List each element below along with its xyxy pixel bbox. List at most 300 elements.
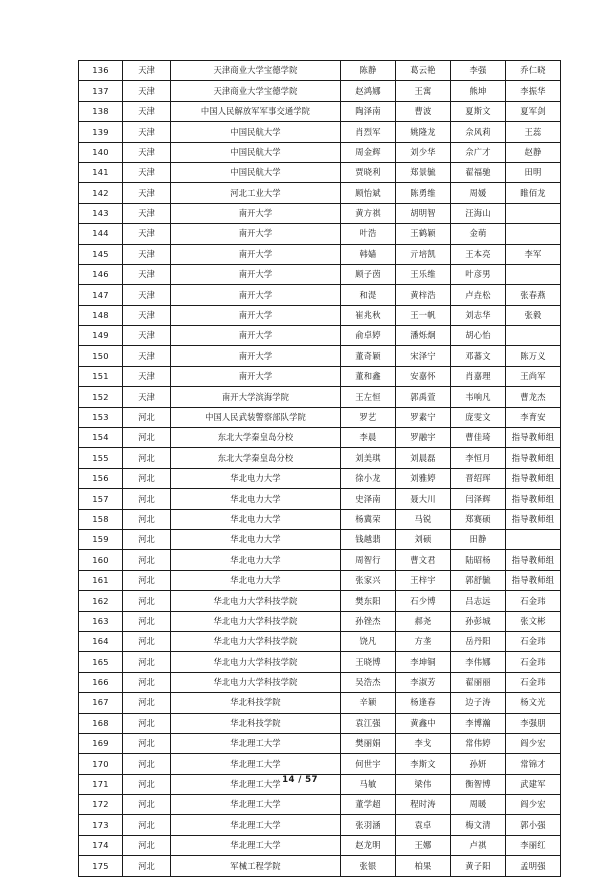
table-row	[79, 162, 561, 182]
cell-advisor: 指导教师组	[506, 428, 561, 448]
cell-member-2: 王乐维	[396, 264, 451, 284]
cell-school: 华北电力大学	[171, 509, 341, 529]
cell-advisor: 乔仁晓	[506, 61, 561, 81]
cell-index: 175	[79, 856, 123, 876]
table-row	[79, 224, 561, 244]
cell-member-1: 顾怡斌	[341, 183, 396, 203]
cell-province: 河北	[123, 468, 171, 488]
cell-school: 东北大学秦皇岛分校	[171, 448, 341, 468]
cell-school: 华北电力大学科技学院	[171, 652, 341, 672]
cell-member-2: 郝尧	[396, 611, 451, 631]
cell-member-2: 李斯文	[396, 754, 451, 774]
cell-index: 169	[79, 733, 123, 753]
cell-province: 河北	[123, 591, 171, 611]
cell-member-1: 张银	[341, 856, 396, 876]
cell-member-1: 周智行	[341, 550, 396, 570]
cell-member-1: 饶凡	[341, 631, 396, 651]
cell-index: 161	[79, 570, 123, 590]
table-row	[79, 366, 561, 386]
cell-member-3: 黄子阳	[451, 856, 506, 876]
cell-advisor: 阎少宏	[506, 733, 561, 753]
cell-member-3: 翟丽丽	[451, 672, 506, 692]
cell-index: 153	[79, 407, 123, 427]
participants-table	[78, 60, 561, 877]
cell-province: 天津	[123, 162, 171, 182]
table-row	[79, 591, 561, 611]
cell-member-2: 石少博	[396, 591, 451, 611]
table-row	[79, 122, 561, 142]
cell-advisor: 赵静	[506, 142, 561, 162]
cell-member-2: 杨逢春	[396, 693, 451, 713]
cell-school: 南开大学	[171, 305, 341, 325]
cell-member-3: 佘广才	[451, 142, 506, 162]
cell-index: 139	[79, 122, 123, 142]
cell-index: 170	[79, 754, 123, 774]
cell-province: 天津	[123, 305, 171, 325]
cell-member-3: 叶彦男	[451, 264, 506, 284]
table-row	[79, 326, 561, 346]
cell-province: 河北	[123, 733, 171, 753]
cell-advisor: 田明	[506, 162, 561, 182]
cell-member-2: 柏果	[396, 856, 451, 876]
cell-school: 华北电力大学	[171, 550, 341, 570]
cell-member-1: 辛颖	[341, 693, 396, 713]
cell-member-3: 熊坤	[451, 81, 506, 101]
cell-member-3: 岳丹阳	[451, 631, 506, 651]
cell-advisor: 石金玮	[506, 591, 561, 611]
cell-advisor: 李丽红	[506, 835, 561, 855]
cell-member-2: 刘少华	[396, 142, 451, 162]
cell-province: 天津	[123, 142, 171, 162]
table-row	[79, 550, 561, 570]
cell-member-1: 韩嫱	[341, 244, 396, 264]
cell-index: 152	[79, 387, 123, 407]
cell-member-2: 黄梓浩	[396, 285, 451, 305]
cell-member-3: 陆昭杨	[451, 550, 506, 570]
page-number: 14 / 57	[282, 775, 318, 785]
cell-index: 171	[79, 774, 123, 794]
cell-index: 146	[79, 264, 123, 284]
cell-member-2: 宋泽宁	[396, 346, 451, 366]
cell-advisor: 曹龙杰	[506, 387, 561, 407]
cell-member-3: 常伟婷	[451, 733, 506, 753]
cell-index: 136	[79, 61, 123, 81]
cell-school: 天津商业大学宝德学院	[171, 81, 341, 101]
cell-member-1: 罗艺	[341, 407, 396, 427]
table-row	[79, 305, 561, 325]
table-row	[79, 264, 561, 284]
cell-school: 华北科技学院	[171, 693, 341, 713]
cell-member-1: 赵龙明	[341, 835, 396, 855]
cell-member-3: 田静	[451, 529, 506, 549]
table-row	[79, 428, 561, 448]
cell-member-3: 夏斯文	[451, 101, 506, 121]
table-row	[79, 672, 561, 692]
cell-province: 河北	[123, 570, 171, 590]
cell-school: 天津商业大学宝德学院	[171, 61, 341, 81]
cell-school: 南开大学	[171, 244, 341, 264]
cell-school: 南开大学	[171, 285, 341, 305]
cell-province: 天津	[123, 61, 171, 81]
cell-school: 中国民航大学	[171, 122, 341, 142]
cell-province: 天津	[123, 81, 171, 101]
cell-member-3: 翟福驰	[451, 162, 506, 182]
table-row	[79, 101, 561, 121]
cell-advisor: 李育安	[506, 407, 561, 427]
cell-member-3: 孙彭城	[451, 611, 506, 631]
cell-school: 华北理工大学	[171, 754, 341, 774]
cell-member-2: 黄鑫中	[396, 713, 451, 733]
cell-advisor: 指导教师组	[506, 489, 561, 509]
cell-member-2: 安嘉怀	[396, 366, 451, 386]
cell-member-2: 胡明智	[396, 203, 451, 223]
cell-school: 华北理工大学	[171, 835, 341, 855]
table-row	[79, 795, 561, 815]
cell-advisor: 张春燕	[506, 285, 561, 305]
cell-advisor: 指导教师组	[506, 570, 561, 590]
cell-member-1: 黄方祺	[341, 203, 396, 223]
cell-province: 天津	[123, 264, 171, 284]
cell-member-3: 梅文清	[451, 815, 506, 835]
cell-advisor: 王尚军	[506, 366, 561, 386]
cell-member-2: 袁卓	[396, 815, 451, 835]
cell-member-3: 李伟娜	[451, 652, 506, 672]
cell-member-2: 亓培凯	[396, 244, 451, 264]
cell-school: 南开大学	[171, 264, 341, 284]
cell-index: 167	[79, 693, 123, 713]
cell-advisor: 阎少宏	[506, 795, 561, 815]
cell-member-2: 陈勇维	[396, 183, 451, 203]
cell-province: 河北	[123, 509, 171, 529]
cell-index: 138	[79, 101, 123, 121]
cell-member-2: 姚隆龙	[396, 122, 451, 142]
cell-member-1: 和湜	[341, 285, 396, 305]
cell-member-3: 衡智博	[451, 774, 506, 794]
cell-member-3: 孙妍	[451, 754, 506, 774]
table-row	[79, 489, 561, 509]
cell-province: 河北	[123, 754, 171, 774]
cell-advisor: 石金玮	[506, 631, 561, 651]
cell-province: 河北	[123, 856, 171, 876]
table-body	[79, 61, 561, 877]
cell-province: 河北	[123, 448, 171, 468]
cell-advisor: 指导教师组	[506, 468, 561, 488]
cell-member-2: 李坤铜	[396, 652, 451, 672]
cell-school: 中国民航大学	[171, 162, 341, 182]
table-row	[79, 285, 561, 305]
cell-member-2: 聂大川	[396, 489, 451, 509]
cell-member-2: 王梓宇	[396, 570, 451, 590]
cell-member-2: 王一帆	[396, 305, 451, 325]
cell-advisor: 杨文光	[506, 693, 561, 713]
cell-province: 河北	[123, 631, 171, 651]
cell-province: 天津	[123, 101, 171, 121]
cell-index: 137	[79, 81, 123, 101]
cell-province: 天津	[123, 285, 171, 305]
cell-member-3: 胡心怡	[451, 326, 506, 346]
cell-advisor: 李强朋	[506, 713, 561, 733]
cell-school: 华北电力大学科技学院	[171, 611, 341, 631]
cell-member-3: 周媛	[451, 183, 506, 203]
table-row	[79, 387, 561, 407]
cell-member-1: 樊东阳	[341, 591, 396, 611]
cell-member-2: 葛云艳	[396, 61, 451, 81]
cell-index: 164	[79, 631, 123, 651]
table-row	[79, 244, 561, 264]
cell-index: 162	[79, 591, 123, 611]
cell-school: 南开大学	[171, 346, 341, 366]
cell-member-1: 樊丽娟	[341, 733, 396, 753]
cell-index: 166	[79, 672, 123, 692]
cell-member-3: 曹佳琦	[451, 428, 506, 448]
cell-province: 河北	[123, 835, 171, 855]
cell-school: 东北大学秦皇岛分校	[171, 428, 341, 448]
cell-member-3: 周暖	[451, 795, 506, 815]
cell-member-1: 张羽涵	[341, 815, 396, 835]
cell-school: 华北电力大学	[171, 529, 341, 549]
cell-member-3: 郑赛硕	[451, 509, 506, 529]
cell-advisor: 指导教师组	[506, 509, 561, 529]
cell-member-2: 王鹤颖	[396, 224, 451, 244]
cell-member-1: 贾晓利	[341, 162, 396, 182]
table-row	[79, 407, 561, 427]
cell-member-1: 周金辉	[341, 142, 396, 162]
cell-member-2: 郑景毓	[396, 162, 451, 182]
table-row	[79, 652, 561, 672]
cell-member-1: 董奇颖	[341, 346, 396, 366]
table-row	[79, 713, 561, 733]
cell-advisor: 石金玮	[506, 672, 561, 692]
cell-member-1: 陶泽南	[341, 101, 396, 121]
cell-member-1: 马敏	[341, 774, 396, 794]
cell-member-1: 刘美琪	[341, 448, 396, 468]
cell-province: 河北	[123, 407, 171, 427]
cell-index: 151	[79, 366, 123, 386]
cell-advisor: 常锦才	[506, 754, 561, 774]
cell-member-2: 王寓	[396, 81, 451, 101]
cell-province: 河北	[123, 652, 171, 672]
cell-member-1: 顾子茵	[341, 264, 396, 284]
cell-advisor: 张文彬	[506, 611, 561, 631]
table-row	[79, 529, 561, 549]
cell-member-3: 卢垚松	[451, 285, 506, 305]
cell-province: 河北	[123, 611, 171, 631]
cell-member-1: 赵鸿娜	[341, 81, 396, 101]
cell-member-1: 董和鑫	[341, 366, 396, 386]
cell-member-2: 刘硕	[396, 529, 451, 549]
table-row	[79, 81, 561, 101]
cell-index: 156	[79, 468, 123, 488]
cell-province: 天津	[123, 366, 171, 386]
cell-member-1: 史泽南	[341, 489, 396, 509]
cell-province: 河北	[123, 529, 171, 549]
cell-index: 154	[79, 428, 123, 448]
cell-member-2: 刘雅婷	[396, 468, 451, 488]
cell-index: 143	[79, 203, 123, 223]
cell-member-3: 吕志远	[451, 591, 506, 611]
table-row	[79, 835, 561, 855]
cell-member-1: 王左恒	[341, 387, 396, 407]
cell-member-3: 李博瀚	[451, 713, 506, 733]
cell-member-3: 邓蕃文	[451, 346, 506, 366]
cell-member-2: 马锐	[396, 509, 451, 529]
cell-member-3: 肖嘉理	[451, 366, 506, 386]
cell-school: 华北理工大学	[171, 795, 341, 815]
cell-index: 155	[79, 448, 123, 468]
table-row	[79, 142, 561, 162]
cell-member-1: 陈静	[341, 61, 396, 81]
cell-school: 中国人民武装警察部队学院	[171, 407, 341, 427]
cell-school: 南开大学滨海学院	[171, 387, 341, 407]
table-row	[79, 346, 561, 366]
cell-school: 南开大学	[171, 366, 341, 386]
cell-member-1: 徐小龙	[341, 468, 396, 488]
cell-member-2: 梁伟	[396, 774, 451, 794]
table-row	[79, 856, 561, 876]
table-row	[79, 631, 561, 651]
cell-member-1: 肖烈军	[341, 122, 396, 142]
cell-index: 158	[79, 509, 123, 529]
cell-advisor: 张毅	[506, 305, 561, 325]
cell-province: 河北	[123, 795, 171, 815]
cell-member-1: 吴浩杰	[341, 672, 396, 692]
cell-advisor: 指导教师组	[506, 448, 561, 468]
cell-school: 河北工业大学	[171, 183, 341, 203]
cell-member-3: 晋绍珲	[451, 468, 506, 488]
cell-member-1: 李晨	[341, 428, 396, 448]
cell-advisor: 睢佰龙	[506, 183, 561, 203]
cell-member-1: 孙锉杰	[341, 611, 396, 631]
cell-member-2: 方垄	[396, 631, 451, 651]
table-row	[79, 509, 561, 529]
cell-member-1: 张家兴	[341, 570, 396, 590]
cell-province: 天津	[123, 387, 171, 407]
cell-member-3: 边子涛	[451, 693, 506, 713]
cell-advisor	[506, 264, 561, 284]
cell-member-2: 潘烁炯	[396, 326, 451, 346]
cell-index: 157	[79, 489, 123, 509]
cell-index: 160	[79, 550, 123, 570]
cell-province: 河北	[123, 550, 171, 570]
cell-member-1: 崔兆秋	[341, 305, 396, 325]
cell-member-3: 韦响凡	[451, 387, 506, 407]
cell-member-3: 庞雯文	[451, 407, 506, 427]
cell-index: 159	[79, 529, 123, 549]
cell-advisor	[506, 326, 561, 346]
cell-index: 144	[79, 224, 123, 244]
cell-school: 华北电力大学科技学院	[171, 672, 341, 692]
cell-member-3: 佘风莉	[451, 122, 506, 142]
cell-index: 148	[79, 305, 123, 325]
cell-member-1: 杨冀荣	[341, 509, 396, 529]
cell-province: 河北	[123, 489, 171, 509]
cell-advisor: 郭小强	[506, 815, 561, 835]
cell-advisor: 李振华	[506, 81, 561, 101]
cell-advisor: 王蕊	[506, 122, 561, 142]
cell-province: 河北	[123, 428, 171, 448]
cell-province: 天津	[123, 244, 171, 264]
cell-member-1: 董学超	[341, 795, 396, 815]
cell-member-2: 刘晨磊	[396, 448, 451, 468]
table-row	[79, 61, 561, 81]
cell-member-2: 程时涛	[396, 795, 451, 815]
cell-province: 河北	[123, 713, 171, 733]
cell-member-3: 郭舒毓	[451, 570, 506, 590]
cell-member-2: 曹文君	[396, 550, 451, 570]
table-row	[79, 570, 561, 590]
cell-school: 华北科技学院	[171, 713, 341, 733]
table-row	[79, 754, 561, 774]
cell-advisor: 孟明强	[506, 856, 561, 876]
cell-school: 华北理工大学	[171, 815, 341, 835]
cell-school: 南开大学	[171, 326, 341, 346]
cell-member-1: 钱越翡	[341, 529, 396, 549]
cell-province: 河北	[123, 815, 171, 835]
cell-advisor: 指导教师组	[506, 550, 561, 570]
cell-province: 河北	[123, 774, 171, 794]
cell-advisor	[506, 529, 561, 549]
cell-member-3: 李恒月	[451, 448, 506, 468]
cell-province: 河北	[123, 672, 171, 692]
cell-province: 天津	[123, 224, 171, 244]
cell-advisor	[506, 203, 561, 223]
cell-index: 145	[79, 244, 123, 264]
cell-member-2: 李淑芳	[396, 672, 451, 692]
cell-index: 163	[79, 611, 123, 631]
cell-advisor: 石金玮	[506, 652, 561, 672]
table-row	[79, 815, 561, 835]
cell-member-1: 何世宇	[341, 754, 396, 774]
cell-index: 141	[79, 162, 123, 182]
cell-school: 中国民航大学	[171, 142, 341, 162]
cell-member-2: 李戈	[396, 733, 451, 753]
cell-school: 中国人民解放军军事交通学院	[171, 101, 341, 121]
cell-member-3: 李强	[451, 61, 506, 81]
cell-province: 天津	[123, 326, 171, 346]
cell-school: 华北电力大学	[171, 468, 341, 488]
cell-index: 168	[79, 713, 123, 733]
table-row	[79, 183, 561, 203]
cell-school: 华北电力大学科技学院	[171, 591, 341, 611]
cell-school: 军械工程学院	[171, 856, 341, 876]
table-row	[79, 693, 561, 713]
cell-member-2: 王娜	[396, 835, 451, 855]
cell-advisor: 陈万义	[506, 346, 561, 366]
cell-index: 172	[79, 795, 123, 815]
cell-member-1: 袁江强	[341, 713, 396, 733]
cell-member-3: 闫泽辉	[451, 489, 506, 509]
cell-member-3: 王本亮	[451, 244, 506, 264]
cell-province: 河北	[123, 693, 171, 713]
cell-member-3: 刘志华	[451, 305, 506, 325]
cell-index: 140	[79, 142, 123, 162]
cell-member-2: 郭禹萱	[396, 387, 451, 407]
cell-province: 天津	[123, 122, 171, 142]
cell-index: 147	[79, 285, 123, 305]
cell-member-2: 罗融宇	[396, 428, 451, 448]
cell-school: 华北电力大学	[171, 489, 341, 509]
table-row	[79, 448, 561, 468]
cell-index: 165	[79, 652, 123, 672]
cell-member-2: 罗素宁	[396, 407, 451, 427]
cell-school: 南开大学	[171, 224, 341, 244]
cell-member-1: 俞卓婷	[341, 326, 396, 346]
cell-advisor: 李军	[506, 244, 561, 264]
table-row	[79, 733, 561, 753]
cell-school: 华北电力大学科技学院	[171, 631, 341, 651]
cell-member-1: 王晓博	[341, 652, 396, 672]
cell-advisor: 武建军	[506, 774, 561, 794]
